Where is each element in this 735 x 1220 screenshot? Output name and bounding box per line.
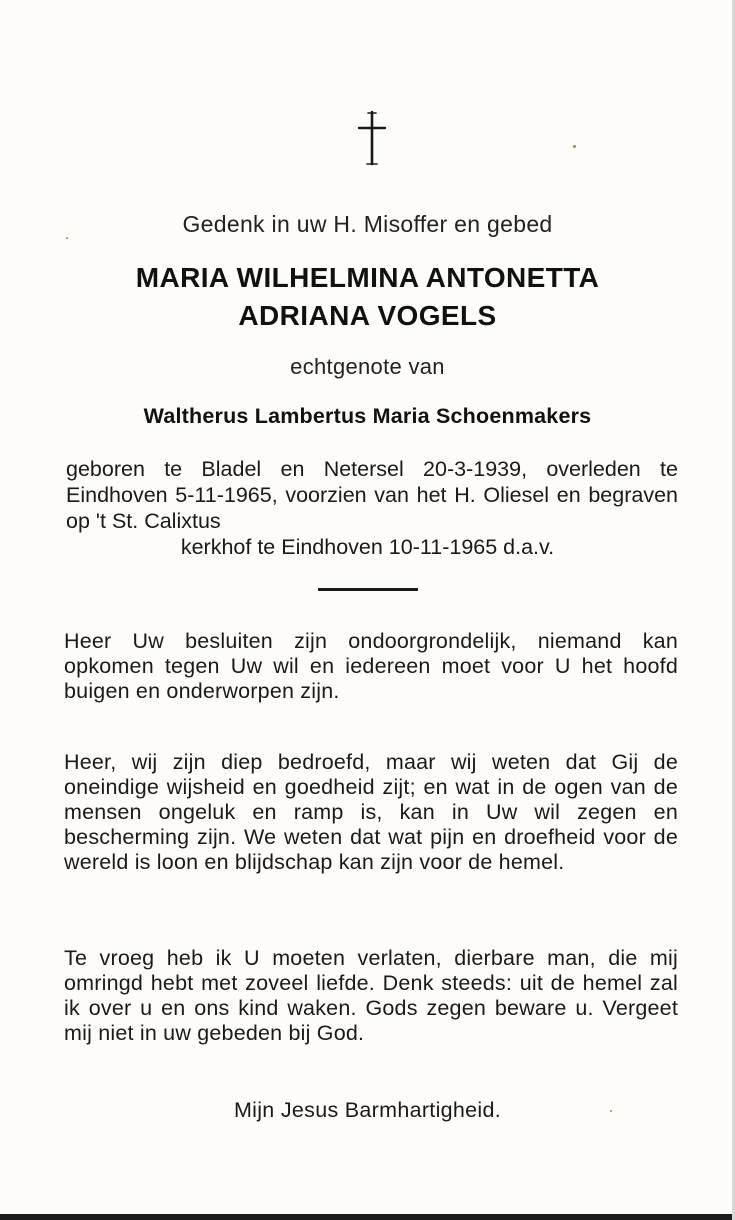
biography-text: geboren te Bladel en Netersel 20-3-1939, overleden te Eindhoven 5-11-1965, voorzien van het H. Oliesel en begraven op 't St. Calixtus bbox=[66, 457, 678, 533]
closing-invocation: Mijn Jesus Barmhartigheid. bbox=[233, 1098, 502, 1122]
spouse-name: Waltherus Lambertus Maria Schoenmakers bbox=[143, 404, 592, 428]
deceased-name-line-1: MARIA WILHELMINA ANTONETTA bbox=[135, 262, 600, 293]
paper-speck bbox=[573, 145, 576, 148]
deceased-name-line-2: ADRIANA VOGELS bbox=[238, 300, 497, 331]
biography-last-line: kerkhof te Eindhoven 10-11-1965 d.a.v. bbox=[180, 535, 555, 559]
divider bbox=[318, 588, 418, 591]
intro-text: Gedenk in uw H. Misoffer en gebed bbox=[182, 211, 553, 237]
spouse-label: echtgenote van bbox=[290, 354, 445, 379]
prayer-paragraph-3: Te vroeg heb ik U moeten verlaten, dierbare man, die mij omringd hebt met zoveel liefde. Denk steeds: uit de hemel zal ik over u en ons kind waken. Gods zegen beware u. Vergeet mij niet in uw gebeden bij God. bbox=[64, 946, 678, 1045]
prayer-paragraph-2: Heer, wij zijn diep bedroefd, maar wij weten dat Gij de oneindige wijsheid en goedheid zijt; en wat in de ogen van de mensen ongeluk en ramp is, kan in Uw wil zegen en bescherming zijn. We weten dat wat pijn en droefheid voor de wereld is loon en blijdschap kan zijn voor de hemel. bbox=[64, 750, 678, 874]
prayer-paragraph-1: Heer Uw besluiten zijn ondoorgrondelijk, niemand kan opkomen tegen Uw wil en iedereen moet voor U het hoofd buigen en onderworpen zijn. bbox=[64, 629, 678, 703]
card-bottom-edge bbox=[0, 1214, 735, 1220]
latin-cross-icon bbox=[352, 108, 392, 168]
